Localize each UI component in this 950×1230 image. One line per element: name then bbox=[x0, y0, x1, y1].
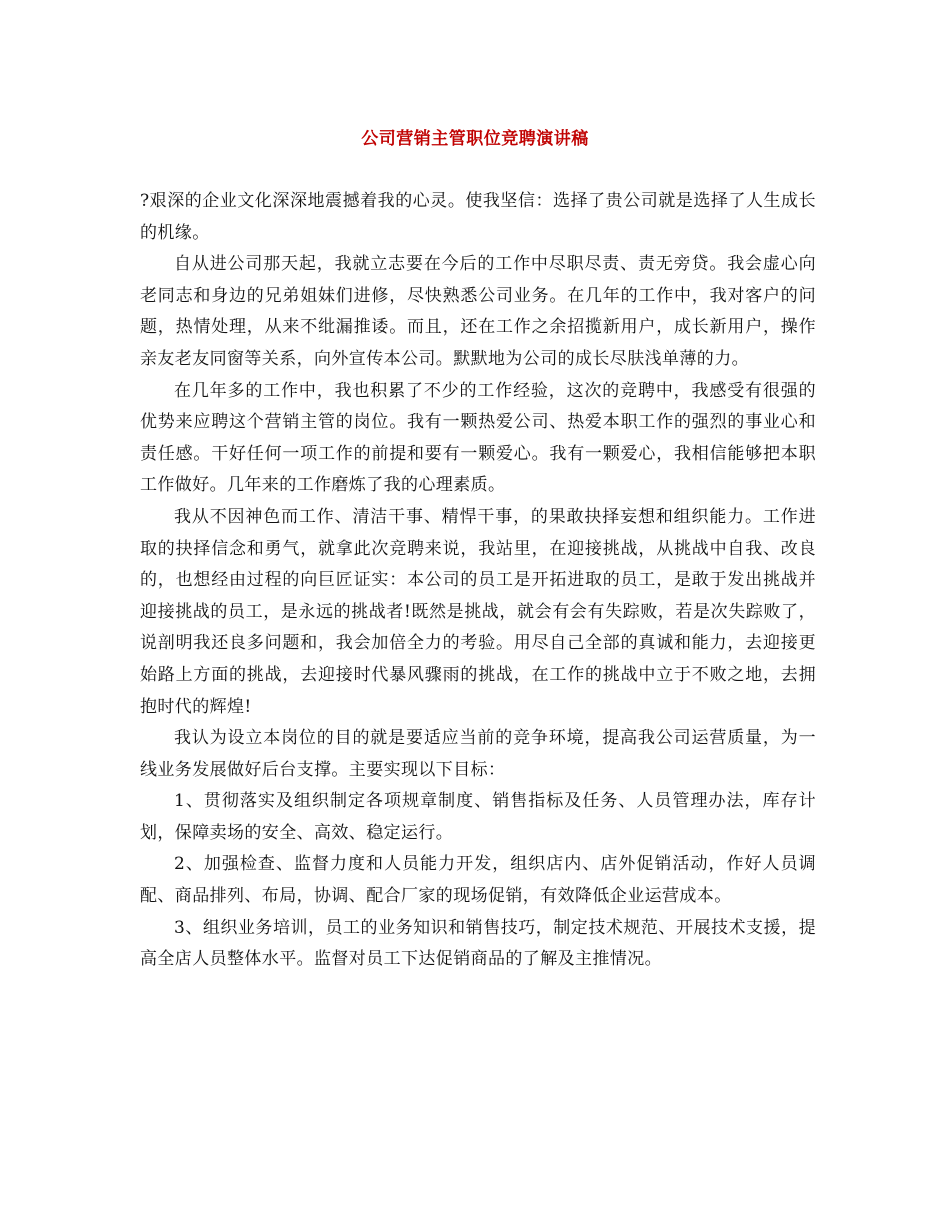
document-body bbox=[140, 186, 816, 976]
list-item-2: 2、加强检查、监督力度和人员能力开发，组织店内、店外促销活动，作好人员调配、商品排列、布局，协调、配合厂家的现场促销，有效降低企业运营成本。 bbox=[140, 854, 816, 907]
paragraph-2: 自从进公司那天起，我就立志要在今后的工作中尽职尽责、责无旁贷。我会虚心向老同志和身边的兄弟姐妹们进修，尽快熟悉公司业务。在几年的工作中，我对客户的问题，热情处理，从来不纰漏推诿。而且，还在工作之余招揽新用户，成长新用户，操作亲友老友同窗等关系，向外宣传本公司。默默地为公司的成长尽肤浅单薄的力。 bbox=[140, 254, 816, 369]
list-item-3: 3、组织业务培训，员工的业务知识和销售技巧，制定技术规范、开展技术支援，提高全店人员整体水平。监督对员工下达促销商品的了解及主推情况。 bbox=[140, 917, 816, 970]
paragraph-4: 我从不因神色而工作、清洁干事、精悍干事，的果敢抉择妄想和组织能力。工作进取的抉择信念和勇气，就拿此次竞聘来说，我站里，在迎接挑战，从挑战中自我、改良的，也想经由过程的向巨匠证实：本公司的员工是开拓进取的员工，是敢于发出挑战并迎接挑战的员工，是永远的挑战者!既然是挑战，就会有会有失踪败，若是次失踪败了，说剖明我还良多问题和，我会加倍全力的考验。用尽自己全部的真诚和能力，去迎接更始路上方面的挑战，去迎接时代暴风骤雨的挑战，在工作的挑战中立于不败之地，去拥抱时代的辉煌! bbox=[140, 506, 816, 717]
paragraph-3: 在几年多的工作中，我也积累了不少的工作经验，这次的竞聘中，我感受有很强的优势来应聘这个营销主管的岗位。我有一颗热爱公司、热爱本职工作的强烈的事业心和责任感。干好任何一项工作的前提和要有一颗爱心。我有一颗爱心，我相信能够把本职工作做好。几年来的工作磨炼了我的心理素质。 bbox=[140, 380, 816, 496]
list-item-1: 1、贯彻落实及组织制定各项规章制度、销售指标及任务、人员管理办法，库存计划，保障卖场的安全、高效、稳定运行。 bbox=[140, 791, 816, 843]
paragraph-5: 我认为设立本岗位的目的就是要适应当前的竞争环境，提高我公司运营质量，为一线业务发展做好后台支撑。主要实现以下目标： bbox=[140, 728, 816, 780]
paragraph-1: ?艰深的企业文化深深地震撼着我的心灵。使我坚信：选择了贵公司就是选择了人生成长的机缘。 bbox=[140, 191, 816, 243]
page-title: 公司营销主管职位竞聘演讲稿 bbox=[361, 129, 589, 149]
